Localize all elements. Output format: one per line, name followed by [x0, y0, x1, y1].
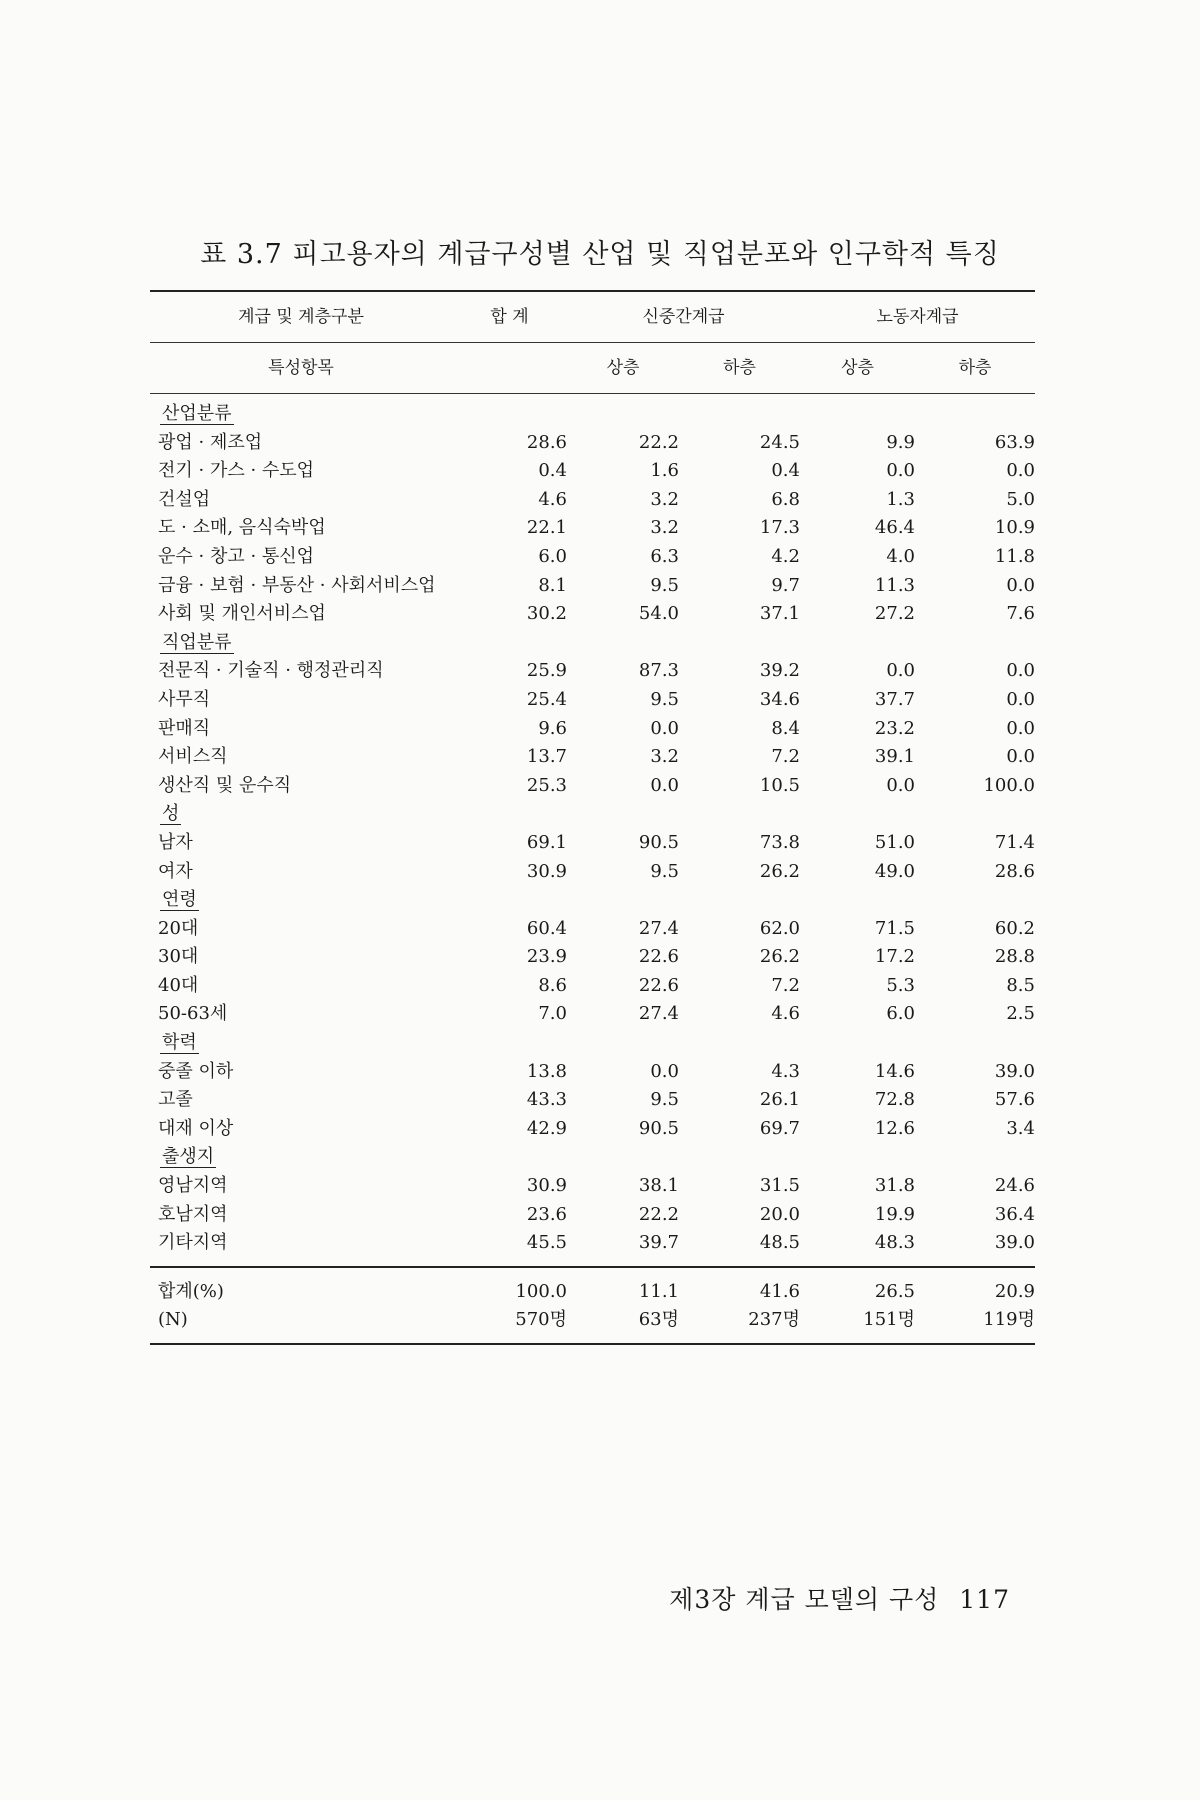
cell-value: 7.2 [771, 746, 800, 768]
cell-value: 6.0 [886, 1003, 915, 1025]
cell-value: 1.3 [886, 488, 915, 510]
cell-value: 23.2 [874, 717, 915, 739]
header-attribute-label: 특성항목 [268, 358, 334, 378]
row-label: (N) [158, 1309, 188, 1331]
cell-value: 11.8 [994, 545, 1035, 567]
data-table [150, 290, 1035, 1345]
totals-row [150, 1306, 1035, 1335]
cell-value: 0.0 [650, 1060, 679, 1082]
cell-value: 0.0 [1006, 460, 1035, 482]
cell-value: 27.4 [638, 1003, 679, 1025]
cell-value: 24.6 [994, 1175, 1035, 1197]
cell-value: 100.0 [983, 774, 1035, 796]
totals-block [150, 1268, 1035, 1335]
table-body [150, 394, 1035, 1258]
cell-value: 17.2 [874, 946, 915, 968]
row-label: 영남지역 [158, 1175, 228, 1197]
cell-value: 26.2 [759, 860, 800, 882]
table-row [150, 715, 1035, 744]
cell-value: 30.9 [526, 860, 567, 882]
section-title: 직업분류 [162, 631, 232, 653]
cell-value: 5.0 [1006, 488, 1035, 510]
cell-value: 25.9 [526, 660, 567, 682]
bottom-rule [150, 1343, 1035, 1345]
row-label: 20대 [158, 917, 199, 939]
cell-value: 39.2 [759, 660, 800, 682]
cell-value: 1.6 [650, 460, 679, 482]
row-label: 중졸 이하 [158, 1060, 234, 1082]
cell-value: 42.9 [526, 1117, 567, 1139]
cell-value: 71.5 [874, 917, 915, 939]
cell-value: 3.2 [650, 517, 679, 539]
cell-value: 37.7 [874, 688, 915, 710]
cell-value: 38.1 [638, 1175, 679, 1197]
table-row [150, 1201, 1035, 1230]
section-heading [150, 629, 1035, 658]
cell-value: 24.5 [759, 431, 800, 453]
cell-value: 0.0 [886, 460, 915, 482]
cell-value: 10.5 [759, 774, 800, 796]
page-footer [669, 1580, 1010, 1616]
cell-value: 28.6 [994, 860, 1035, 882]
cell-value: 73.8 [759, 831, 800, 853]
cell-value: 12.6 [874, 1117, 915, 1139]
row-label: 50-63세 [158, 1003, 228, 1025]
cell-value: 0.0 [886, 774, 915, 796]
cell-value: 22.2 [638, 431, 679, 453]
table-row [150, 743, 1035, 772]
cell-value: 2.5 [1006, 1003, 1035, 1025]
table-row [150, 686, 1035, 715]
cell-value: 0.4 [771, 460, 800, 482]
cell-value: 28.8 [994, 946, 1035, 968]
row-label: 호남지역 [158, 1203, 228, 1225]
header-total: 합 계 [490, 307, 529, 327]
cell-value: 0.0 [1006, 574, 1035, 596]
cell-value: 17.3 [759, 517, 800, 539]
table-row [150, 514, 1035, 543]
section-heading [150, 400, 1035, 429]
header-nm-upper: 상층 [606, 358, 640, 378]
cell-value: 22.6 [638, 946, 679, 968]
cell-value: 48.5 [759, 1232, 800, 1254]
cell-value: 9.6 [538, 717, 567, 739]
cell-value: 69.1 [526, 831, 567, 853]
cell-value: 43.3 [526, 1089, 567, 1111]
row-label: 기타지역 [158, 1232, 228, 1254]
cell-value: 7.6 [1006, 603, 1035, 625]
cell-value: 9.5 [650, 860, 679, 882]
table-row [150, 1115, 1035, 1144]
table-row [150, 543, 1035, 572]
cell-value: 0.0 [1006, 717, 1035, 739]
table-row [150, 1086, 1035, 1115]
cell-value: 13.8 [526, 1060, 567, 1082]
cell-value: 39.1 [874, 746, 915, 768]
section-title: 성 [162, 803, 180, 825]
cell-value: 63.9 [994, 431, 1035, 453]
cell-value: 27.2 [874, 603, 915, 625]
row-label: 금융 · 보험 · 부동산 · 사회서비스업 [158, 574, 436, 596]
table-row [150, 1229, 1035, 1258]
header-wc-upper: 상층 [841, 358, 874, 378]
section-title: 학력 [162, 1032, 197, 1054]
cell-value: 22.6 [638, 974, 679, 996]
table-row [150, 972, 1035, 1001]
cell-value: 36.4 [994, 1203, 1035, 1225]
cell-value: 9.5 [650, 574, 679, 596]
cell-value: 570명 [515, 1309, 567, 1331]
section-title: 연령 [162, 889, 197, 911]
cell-value: 30.2 [526, 603, 567, 625]
cell-value: 8.1 [538, 574, 567, 596]
cell-value: 3.4 [1006, 1117, 1035, 1139]
cell-value: 4.3 [771, 1060, 800, 1082]
cell-value: 63명 [638, 1309, 679, 1331]
row-label: 서비스직 [158, 746, 228, 768]
cell-value: 7.0 [538, 1003, 567, 1025]
cell-value: 71.4 [994, 831, 1035, 853]
cell-value: 62.0 [759, 917, 800, 939]
cell-value: 31.5 [759, 1175, 800, 1197]
table-row [150, 1172, 1035, 1201]
cell-value: 30.9 [526, 1175, 567, 1197]
cell-value: 11.3 [874, 574, 915, 596]
cell-value: 23.6 [526, 1203, 567, 1225]
row-label: 여자 [158, 860, 193, 882]
cell-value: 0.0 [650, 774, 679, 796]
cell-value: 51.0 [874, 831, 915, 853]
table-row [150, 600, 1035, 629]
cell-value: 6.3 [650, 545, 679, 567]
table-title: 표 3.7 피고용자의 계급구성별 산업 및 직업분포와 인구학적 특징 [200, 239, 1000, 270]
cell-value: 34.6 [759, 688, 800, 710]
cell-value: 90.5 [638, 831, 679, 853]
cell-value: 60.2 [994, 917, 1035, 939]
cell-value: 49.0 [874, 860, 915, 882]
cell-value: 8.4 [771, 717, 800, 739]
header-row-1 [150, 292, 1035, 342]
table-row [150, 457, 1035, 486]
header-nm-lower: 하층 [723, 358, 756, 378]
row-label: 사회 및 개인서비스업 [158, 603, 326, 625]
cell-value: 11.1 [638, 1280, 679, 1302]
row-label: 운수 · 창고 · 통신업 [158, 545, 315, 567]
cell-value: 45.5 [526, 1232, 567, 1254]
table-row [150, 915, 1035, 944]
chapter-title: 제3장 계급 모델의 구성 [669, 1585, 940, 1614]
header-wc-lower: 하층 [958, 358, 992, 378]
cell-value: 54.0 [638, 603, 679, 625]
cell-value: 237명 [748, 1309, 800, 1331]
table-row [150, 1000, 1035, 1029]
page-number: 117 [959, 1585, 1010, 1614]
cell-value: 41.6 [759, 1280, 800, 1302]
cell-value: 20.0 [759, 1203, 800, 1225]
table-row [150, 858, 1035, 887]
cell-value: 3.2 [650, 746, 679, 768]
cell-value: 69.7 [759, 1117, 800, 1139]
table-row [150, 572, 1035, 601]
cell-value: 23.9 [526, 946, 567, 968]
cell-value: 90.5 [638, 1117, 679, 1139]
section-title: 산업분류 [162, 403, 232, 424]
cell-value: 0.0 [650, 717, 679, 739]
table-row [150, 943, 1035, 972]
cell-value: 60.4 [526, 917, 567, 939]
cell-value: 26.5 [874, 1280, 915, 1302]
cell-value: 119명 [983, 1309, 1035, 1331]
cell-value: 4.0 [886, 545, 915, 567]
row-label: 30대 [158, 946, 199, 968]
cell-value: 4.2 [771, 545, 800, 567]
row-label: 사무직 [158, 688, 211, 710]
table-row [150, 657, 1035, 686]
row-label: 40대 [158, 974, 199, 996]
table-row [150, 429, 1035, 458]
cell-value: 6.0 [538, 545, 567, 567]
cell-value: 0.0 [1006, 688, 1035, 710]
section-heading [150, 1029, 1035, 1058]
cell-value: 13.7 [526, 746, 567, 768]
cell-value: 26.2 [759, 946, 800, 968]
cell-value: 46.4 [874, 517, 915, 539]
table-row [150, 772, 1035, 801]
cell-value: 4.6 [771, 1003, 800, 1025]
row-label: 전문직 · 기술직 · 행정관리직 [158, 660, 384, 682]
cell-value: 10.9 [994, 517, 1035, 539]
cell-value: 22.2 [638, 1203, 679, 1225]
cell-value: 25.3 [526, 774, 567, 796]
cell-value: 28.6 [526, 431, 567, 453]
cell-value: 8.6 [538, 974, 567, 996]
cell-value: 0.0 [1006, 660, 1035, 682]
cell-value: 57.6 [994, 1089, 1035, 1111]
section-title: 출생지 [162, 1146, 215, 1168]
cell-value: 87.3 [638, 660, 679, 682]
cell-value: 31.8 [874, 1175, 915, 1197]
cell-value: 39.0 [994, 1060, 1035, 1082]
section-heading [150, 800, 1035, 829]
cell-value: 6.8 [771, 488, 800, 510]
cell-value: 4.6 [538, 488, 567, 510]
row-label: 남자 [158, 831, 193, 853]
cell-value: 3.2 [650, 488, 679, 510]
cell-value: 26.1 [759, 1089, 800, 1111]
cell-value: 72.8 [874, 1089, 915, 1111]
cell-value: 9.9 [886, 431, 915, 453]
row-label: 전기 · 가스 · 수도업 [158, 460, 315, 482]
cell-value: 5.3 [886, 974, 915, 996]
header-new-middle-class: 신중간계급 [642, 307, 725, 327]
row-label: 건설업 [158, 488, 211, 510]
cell-value: 22.1 [526, 517, 567, 539]
cell-value: 151명 [863, 1309, 915, 1331]
cell-value: 14.6 [874, 1060, 915, 1082]
cell-value: 19.9 [874, 1203, 915, 1225]
cell-value: 100.0 [515, 1280, 567, 1302]
cell-value: 37.1 [759, 603, 800, 625]
section-heading [150, 886, 1035, 915]
cell-value: 0.0 [1006, 746, 1035, 768]
table-row [150, 1058, 1035, 1087]
row-label: 광업 · 제조업 [158, 431, 263, 453]
totals-row [150, 1278, 1035, 1307]
cell-value: 8.5 [1006, 974, 1035, 996]
cell-value: 9.5 [650, 1089, 679, 1111]
table-row [150, 829, 1035, 858]
row-label: 대재 이상 [158, 1117, 234, 1139]
table-row [150, 486, 1035, 515]
cell-value: 39.0 [994, 1232, 1035, 1254]
cell-value: 25.4 [526, 688, 567, 710]
cell-value: 20.9 [994, 1280, 1035, 1302]
row-label: 판매직 [158, 717, 211, 739]
cell-value: 48.3 [874, 1232, 915, 1254]
row-label: 도 · 소매, 음식숙박업 [158, 517, 326, 539]
row-label: 생산직 및 운수직 [158, 774, 292, 796]
row-label: 고졸 [158, 1089, 193, 1111]
header-class-label: 계급 및 계층구분 [238, 307, 364, 327]
section-heading [150, 1143, 1035, 1172]
cell-value: 9.5 [650, 688, 679, 710]
cell-value: 0.0 [886, 660, 915, 682]
cell-value: 0.4 [538, 460, 567, 482]
cell-value: 9.7 [771, 574, 800, 596]
cell-value: 39.7 [638, 1232, 679, 1254]
row-label: 합계(%) [158, 1280, 224, 1302]
header-row-2 [150, 343, 1035, 393]
header-working-class: 노동자계급 [876, 307, 959, 327]
cell-value: 27.4 [638, 917, 679, 939]
cell-value: 7.2 [771, 974, 800, 996]
